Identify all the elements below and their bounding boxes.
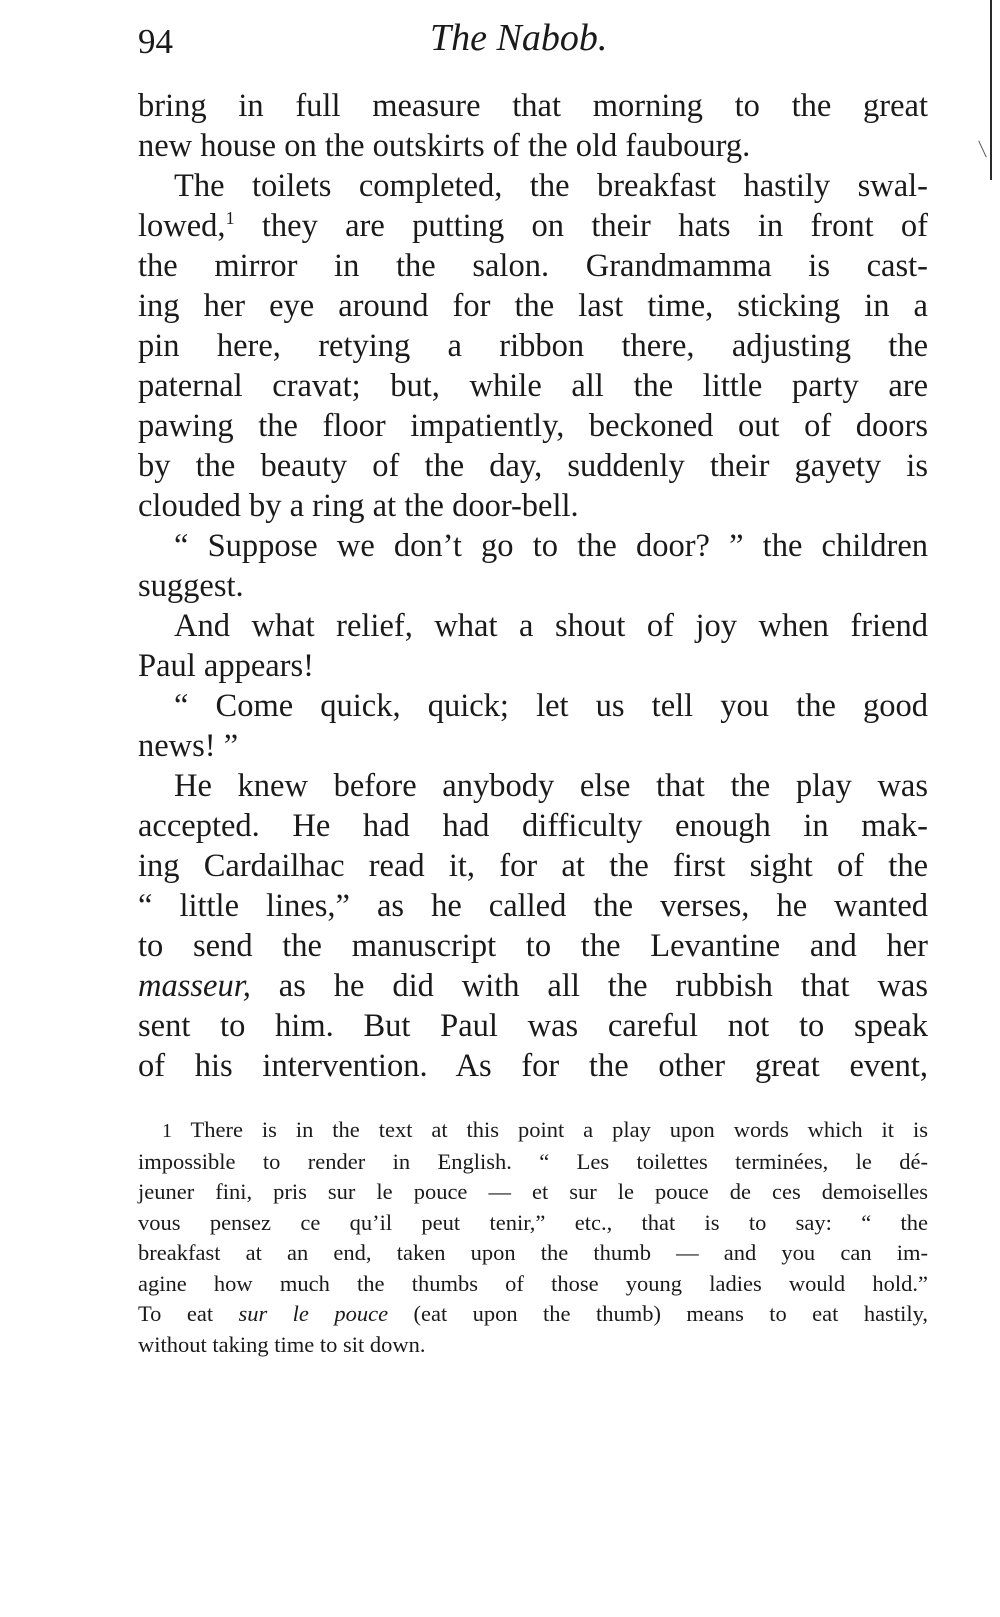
text-line: ing her eye around for the last time, sticking in a: [138, 288, 928, 324]
footnote-line: jeuner fini, pris sur le pouce — et sur le pouce de ces demoiselles: [138, 1179, 928, 1204]
text-line: pin here, retying a ribbon there, adjusting the: [138, 328, 928, 364]
paragraph-6: [138, 766, 928, 1086]
footnote-line: vous pensez ce qu’il peut tenir,” etc., that is to say: “ the: [138, 1209, 928, 1235]
text-line: new house on the outskirts of the old faubourg.: [138, 128, 751, 164]
text-line: Paul appears!: [138, 648, 314, 684]
text-run: To eat: [138, 1301, 239, 1326]
text-line: ing Cardailhac read it, for at the first sight of the: [138, 848, 928, 884]
footnote-line: breakfast at an end, taken upon the thumb — and you can im-: [138, 1240, 928, 1265]
text-run: as he did with all the rubbish that was: [250, 968, 928, 1004]
running-title: The Nabob.: [430, 17, 608, 59]
text-run: (eat upon the thumb) means to eat hastily,: [388, 1301, 928, 1326]
text-line: bring in full measure that morning to the great: [138, 88, 928, 124]
page-number: 94: [138, 22, 173, 61]
text-line: of his intervention. As for the other great event,: [138, 1048, 928, 1084]
paragraph-4: [138, 606, 928, 686]
text-line: And what relief, what a shout of joy when friend: [174, 608, 928, 644]
paragraph-5: [138, 686, 928, 766]
footnote-line: [138, 1115, 928, 1147]
text-line: [138, 966, 928, 1006]
text-line: by the beauty of the day, suddenly their gayety is: [138, 448, 928, 484]
text-line: “ Come quick, quick; let us tell you the good: [174, 688, 928, 724]
footnote: [138, 1115, 928, 1360]
paragraph-3: [138, 526, 928, 606]
text-line: sent to him. But Paul was careful not to speak: [138, 1008, 928, 1044]
text-line: paternal cravat; but, while all the little party are: [138, 368, 928, 404]
text-line: suggest.: [138, 568, 244, 604]
italic-word: masseur,: [138, 968, 251, 1004]
text-run: they are putting on their hats in front of: [234, 208, 928, 244]
paragraph-2: [138, 166, 928, 526]
text-run: There is in the text at this point a play upon words which it is: [172, 1117, 928, 1142]
footnote-line: [138, 1299, 928, 1330]
text-line: The toilets completed, the breakfast hastily swal-: [174, 168, 928, 204]
text-line: pawing the floor impatiently, beckoned out of doors: [138, 408, 928, 444]
page-edge-mark: [978, 141, 987, 158]
footnote-mark: 1: [162, 1120, 172, 1142]
text-line: He knew before anybody else that the play was: [174, 768, 928, 804]
text-line: [138, 206, 928, 246]
italic-phrase: sur le pouce: [238, 1301, 389, 1326]
text-line: accepted. He had had difficulty enough in mak-: [138, 808, 928, 844]
footnote-line: impossible to render in English. “ Les toilettes terminées, le dé-: [138, 1148, 928, 1174]
text-line: to send the manuscript to the Levantine and her: [138, 928, 928, 964]
footnote-reference: 1: [225, 208, 235, 229]
text-line: the mirror in the salon. Grandmamma is cast-: [138, 248, 928, 284]
text-line: news! ”: [138, 728, 239, 764]
body-text: [138, 86, 928, 1086]
text-line: clouded by a ring at the door-bell.: [138, 488, 579, 524]
page-edge-line: [990, 0, 992, 180]
footnote-line: agine how much the thumbs of those young ladies would hold.”: [138, 1270, 928, 1296]
text-line: “ little lines,” as he called the verses, he wanted: [138, 888, 928, 924]
text-line: “ Suppose we don’t go to the door? ” the children: [174, 528, 928, 564]
paragraph-1: [138, 86, 928, 166]
footnote-line: without taking time to sit down.: [138, 1331, 426, 1357]
text-run: lowed,: [138, 208, 226, 244]
